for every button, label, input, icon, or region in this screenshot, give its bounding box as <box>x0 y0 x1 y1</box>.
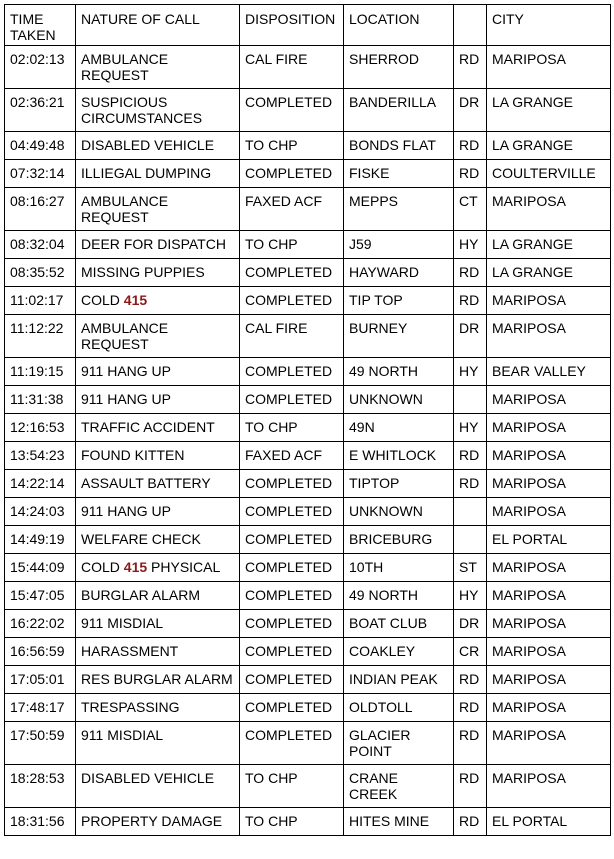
disposition-cell: TO CHP <box>240 231 344 259</box>
header-disposition: DISPOSITION <box>240 5 344 46</box>
city-cell: MARIPOSA <box>487 582 611 610</box>
disposition-cell: COMPLETED <box>240 470 344 498</box>
city-cell: MARIPOSA <box>487 765 611 808</box>
disposition-cell: COMPLETED <box>240 638 344 666</box>
street-suffix-cell: CR <box>454 638 487 666</box>
disposition-cell: COMPLETED <box>240 610 344 638</box>
time-taken-cell: 08:16:27 <box>5 188 76 231</box>
location-cell: E WHITLOCK <box>344 442 454 470</box>
city-cell: MARIPOSA <box>487 188 611 231</box>
street-suffix-cell: RD <box>454 442 487 470</box>
location-cell: BURNEY <box>344 315 454 358</box>
street-suffix-cell: RD <box>454 694 487 722</box>
location-cell: OLDTOLL <box>344 694 454 722</box>
nature-of-call-cell: WELFARE CHECK <box>76 526 240 554</box>
location-cell: UNKNOWN <box>344 386 454 414</box>
nature-text-suffix: PHYSICAL <box>147 559 221 575</box>
location-cell: 49 NORTH <box>344 358 454 386</box>
disposition-cell: TO CHP <box>240 414 344 442</box>
table-row <box>5 694 611 722</box>
time-taken-cell: 02:02:13 <box>5 46 76 89</box>
table-row <box>5 442 611 470</box>
location-cell: TIPTOP <box>344 470 454 498</box>
street-suffix-cell: RD <box>454 765 487 808</box>
time-taken-cell: 12:16:53 <box>5 414 76 442</box>
location-cell: BANDERILLA <box>344 89 454 132</box>
city-cell: EL PORTAL <box>487 526 611 554</box>
city-cell: MARIPOSA <box>487 315 611 358</box>
nature-of-call-cell: 911 HANG UP <box>76 386 240 414</box>
time-taken-cell: 17:05:01 <box>5 666 76 694</box>
penal-code-highlight: 415 <box>123 292 148 308</box>
street-suffix-cell: RD <box>454 46 487 89</box>
nature-of-call-cell: TRESPASSING <box>76 694 240 722</box>
street-suffix-cell: RD <box>454 287 487 315</box>
header-nature-of-call: NATURE OF CALL <box>76 5 240 46</box>
table-row <box>5 287 611 315</box>
time-taken-cell: 17:48:17 <box>5 694 76 722</box>
street-suffix-cell: DR <box>454 315 487 358</box>
nature-of-call-cell: DEER FOR DISPATCH <box>76 231 240 259</box>
city-cell: MARIPOSA <box>487 287 611 315</box>
city-cell: MARIPOSA <box>487 638 611 666</box>
location-cell: GLACIER POINT <box>344 722 454 765</box>
location-cell: FISKE <box>344 160 454 188</box>
location-cell: 10TH <box>344 554 454 582</box>
nature-of-call-cell: SUSPICIOUS CIRCUMSTANCES <box>76 89 240 132</box>
city-cell: BEAR VALLEY <box>487 358 611 386</box>
header-street-suffix <box>454 5 487 46</box>
table-row <box>5 722 611 765</box>
table-row <box>5 46 611 89</box>
street-suffix-cell <box>454 498 487 526</box>
location-cell: BRICEBURG <box>344 526 454 554</box>
city-cell: LA GRANGE <box>487 259 611 287</box>
nature-of-call-cell: HARASSMENT <box>76 638 240 666</box>
nature-of-call-cell: 911 HANG UP <box>76 358 240 386</box>
time-taken-cell: 15:47:05 <box>5 582 76 610</box>
nature-text: COLD <box>81 559 124 575</box>
time-taken-cell: 14:24:03 <box>5 498 76 526</box>
header-time-taken: TIME TAKEN <box>5 5 76 46</box>
city-cell: MARIPOSA <box>487 470 611 498</box>
call-log-table <box>4 4 611 836</box>
time-taken-cell: 11:12:22 <box>5 315 76 358</box>
nature-of-call-cell <box>76 554 240 582</box>
nature-text: COLD <box>81 292 124 308</box>
disposition-cell: COMPLETED <box>240 498 344 526</box>
disposition-cell: COMPLETED <box>240 89 344 132</box>
disposition-cell: COMPLETED <box>240 526 344 554</box>
time-taken-cell: 07:32:14 <box>5 160 76 188</box>
nature-of-call-cell: TRAFFIC ACCIDENT <box>76 414 240 442</box>
location-cell: J59 <box>344 231 454 259</box>
city-cell: MARIPOSA <box>487 722 611 765</box>
header-row <box>5 5 611 46</box>
header-city: CITY <box>487 5 611 46</box>
street-suffix-cell: RD <box>454 259 487 287</box>
time-taken-cell: 11:02:17 <box>5 287 76 315</box>
table-row <box>5 666 611 694</box>
time-taken-cell: 02:36:21 <box>5 89 76 132</box>
time-taken-cell: 13:54:23 <box>5 442 76 470</box>
location-cell: BOAT CLUB <box>344 610 454 638</box>
time-taken-cell: 08:32:04 <box>5 231 76 259</box>
penal-code-highlight: 415 <box>123 559 148 575</box>
city-cell: MARIPOSA <box>487 442 611 470</box>
street-suffix-cell: DR <box>454 89 487 132</box>
disposition-cell: FAXED ACF <box>240 188 344 231</box>
location-cell: UNKNOWN <box>344 498 454 526</box>
city-cell: LA GRANGE <box>487 89 611 132</box>
city-cell: MARIPOSA <box>487 498 611 526</box>
street-suffix-cell: HY <box>454 414 487 442</box>
disposition-cell: CAL FIRE <box>240 46 344 89</box>
disposition-cell: COMPLETED <box>240 287 344 315</box>
nature-of-call-cell: ASSAULT BATTERY <box>76 470 240 498</box>
nature-of-call-cell: BURGLAR ALARM <box>76 582 240 610</box>
city-cell: MARIPOSA <box>487 694 611 722</box>
table-row <box>5 526 611 554</box>
nature-of-call-cell: AMBULANCE REQUEST <box>76 188 240 231</box>
time-taken-cell: 08:35:52 <box>5 259 76 287</box>
nature-of-call-cell: 911 MISDIAL <box>76 610 240 638</box>
table-row <box>5 231 611 259</box>
table-row <box>5 582 611 610</box>
disposition-cell: COMPLETED <box>240 554 344 582</box>
time-taken-cell: 14:49:19 <box>5 526 76 554</box>
disposition-cell: COMPLETED <box>240 386 344 414</box>
table-body <box>5 46 611 836</box>
table-row <box>5 765 611 808</box>
disposition-cell: COMPLETED <box>240 160 344 188</box>
city-cell: MARIPOSA <box>487 610 611 638</box>
nature-of-call-cell: PROPERTY DAMAGE <box>76 808 240 836</box>
table-row <box>5 638 611 666</box>
city-cell: MARIPOSA <box>487 666 611 694</box>
disposition-cell: COMPLETED <box>240 666 344 694</box>
time-taken-cell: 15:44:09 <box>5 554 76 582</box>
header-location: LOCATION <box>344 5 454 46</box>
street-suffix-cell: RD <box>454 808 487 836</box>
nature-of-call-cell: MISSING PUPPIES <box>76 259 240 287</box>
street-suffix-cell: RD <box>454 132 487 160</box>
nature-of-call-cell: ILLIEGAL DUMPING <box>76 160 240 188</box>
street-suffix-cell: HY <box>454 358 487 386</box>
table-row <box>5 808 611 836</box>
time-taken-cell: 18:31:56 <box>5 808 76 836</box>
street-suffix-cell <box>454 526 487 554</box>
table-header <box>5 5 611 46</box>
disposition-cell: COMPLETED <box>240 259 344 287</box>
disposition-cell: COMPLETED <box>240 722 344 765</box>
nature-of-call-cell: AMBULANCE REQUEST <box>76 46 240 89</box>
disposition-cell: TO CHP <box>240 765 344 808</box>
nature-of-call-cell: FOUND KITTEN <box>76 442 240 470</box>
street-suffix-cell: RD <box>454 722 487 765</box>
city-cell: MARIPOSA <box>487 414 611 442</box>
disposition-cell: COMPLETED <box>240 694 344 722</box>
nature-of-call-cell: RES BURGLAR ALARM <box>76 666 240 694</box>
table-row <box>5 610 611 638</box>
street-suffix-cell: DR <box>454 610 487 638</box>
city-cell: COULTERVILLE <box>487 160 611 188</box>
street-suffix-cell <box>454 386 487 414</box>
nature-of-call-cell: 911 MISDIAL <box>76 722 240 765</box>
city-cell: EL PORTAL <box>487 808 611 836</box>
city-cell: MARIPOSA <box>487 386 611 414</box>
time-taken-cell: 16:56:59 <box>5 638 76 666</box>
time-taken-cell: 14:22:14 <box>5 470 76 498</box>
location-cell: MEPPS <box>344 188 454 231</box>
location-cell: TIP TOP <box>344 287 454 315</box>
table-row <box>5 89 611 132</box>
location-cell: BONDS FLAT <box>344 132 454 160</box>
time-taken-cell: 11:31:38 <box>5 386 76 414</box>
location-cell: CRANE CREEK <box>344 765 454 808</box>
city-cell: MARIPOSA <box>487 554 611 582</box>
table-row <box>5 188 611 231</box>
disposition-cell: TO CHP <box>240 808 344 836</box>
nature-of-call-cell: DISABLED VEHICLE <box>76 765 240 808</box>
nature-of-call-cell: 911 HANG UP <box>76 498 240 526</box>
time-taken-cell: 04:49:48 <box>5 132 76 160</box>
time-taken-cell: 18:28:53 <box>5 765 76 808</box>
time-taken-cell: 17:50:59 <box>5 722 76 765</box>
street-suffix-cell: HY <box>454 582 487 610</box>
street-suffix-cell: RD <box>454 666 487 694</box>
table-row <box>5 358 611 386</box>
table-row <box>5 386 611 414</box>
disposition-cell: TO CHP <box>240 132 344 160</box>
city-cell: LA GRANGE <box>487 132 611 160</box>
disposition-cell: COMPLETED <box>240 358 344 386</box>
location-cell: INDIAN PEAK <box>344 666 454 694</box>
street-suffix-cell: RD <box>454 160 487 188</box>
street-suffix-cell: RD <box>454 470 487 498</box>
time-taken-cell: 11:19:15 <box>5 358 76 386</box>
nature-of-call-cell <box>76 287 240 315</box>
location-cell: HAYWARD <box>344 259 454 287</box>
table-row <box>5 259 611 287</box>
table-row <box>5 414 611 442</box>
table-row <box>5 315 611 358</box>
city-cell: MARIPOSA <box>487 46 611 89</box>
street-suffix-cell: HY <box>454 231 487 259</box>
location-cell: 49N <box>344 414 454 442</box>
city-cell: LA GRANGE <box>487 231 611 259</box>
disposition-cell: CAL FIRE <box>240 315 344 358</box>
table-row <box>5 470 611 498</box>
location-cell: COAKLEY <box>344 638 454 666</box>
table-row <box>5 554 611 582</box>
location-cell: 49 NORTH <box>344 582 454 610</box>
disposition-cell: COMPLETED <box>240 582 344 610</box>
time-taken-cell: 16:22:02 <box>5 610 76 638</box>
table-row <box>5 132 611 160</box>
disposition-cell: FAXED ACF <box>240 442 344 470</box>
location-cell: HITES MINE <box>344 808 454 836</box>
street-suffix-cell: CT <box>454 188 487 231</box>
table-row <box>5 498 611 526</box>
nature-of-call-cell: DISABLED VEHICLE <box>76 132 240 160</box>
street-suffix-cell: ST <box>454 554 487 582</box>
location-cell: SHERROD <box>344 46 454 89</box>
nature-of-call-cell: AMBULANCE REQUEST <box>76 315 240 358</box>
table-row <box>5 160 611 188</box>
